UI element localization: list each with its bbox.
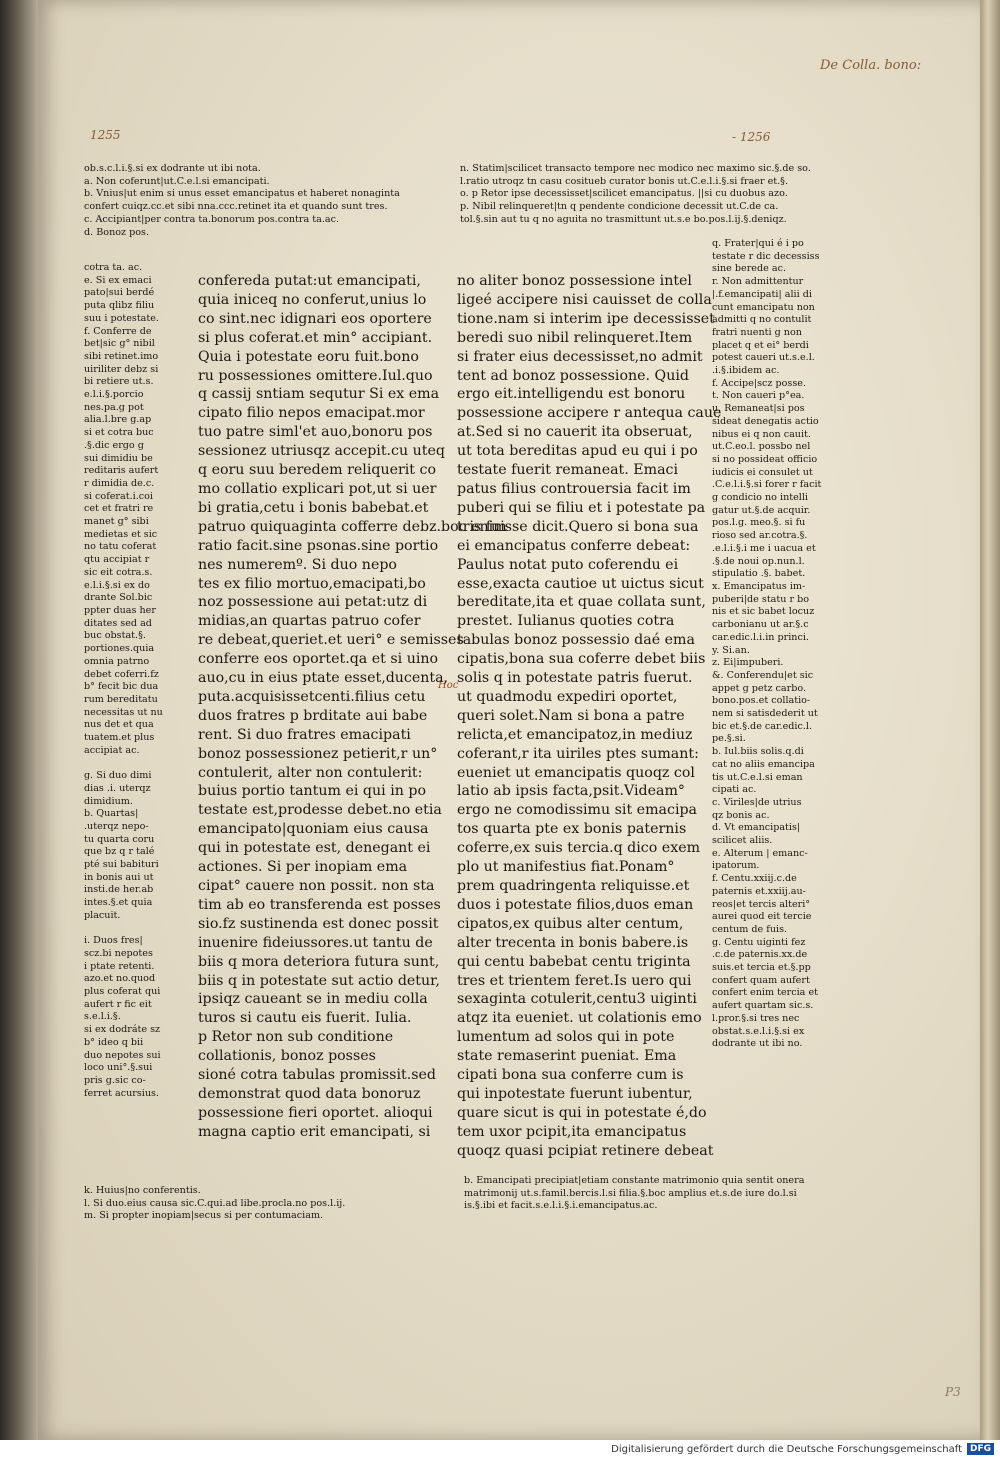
text-left-line: sio.fz sustinenda est donec possit bbox=[198, 915, 439, 932]
gloss-top-left-line: c. Accipiant|per contra ta.bonorum pos.contra ta.ac. bbox=[84, 213, 340, 225]
running-head: De Colla. bono: bbox=[820, 58, 922, 73]
gloss-right-line: sideat denegatis actio bbox=[712, 415, 819, 427]
gloss-left-line: que bz q r talé bbox=[84, 846, 155, 858]
gloss-right-line: aufert quartam sic.s. bbox=[712, 1000, 814, 1012]
gloss-top-right-line: o. p Retor ipse decessisset|scilicet emancipatus. ||si cu duobus azo. bbox=[460, 188, 788, 200]
text-left-line: contulerit, alter non contulerit: bbox=[198, 764, 423, 781]
gloss-left-margin bbox=[84, 262, 184, 1100]
gloss-left-line: b° fecit bic dua bbox=[84, 681, 159, 693]
gloss-right-line: |.f.emancipati| alii di bbox=[712, 288, 812, 300]
gloss-left-line: tuatem.et plus bbox=[84, 732, 155, 744]
gloss-right-line: .e.l.i.§.i me i uacua et bbox=[712, 542, 816, 554]
text-right-line: possessione accipere r antequa caue bbox=[457, 405, 722, 422]
gloss-left-line: ferret acursius. bbox=[84, 1087, 159, 1099]
gloss-right-line: g. Centu uiginti fez bbox=[712, 936, 806, 948]
gloss-right-line: admitti q no contulit bbox=[712, 314, 812, 326]
gloss-right-line: cat no aliis emancipa bbox=[712, 758, 815, 770]
gloss-bottom-left bbox=[84, 1185, 484, 1223]
gloss-right-line: q. Frater|qui é i po bbox=[712, 238, 804, 249]
text-left-line: Quia i potestate eoru fuit.bono bbox=[198, 348, 419, 365]
gloss-left-line: necessitas ut nu bbox=[84, 706, 163, 718]
text-left-line: midias,an quartas patruo cofer bbox=[198, 613, 421, 630]
gloss-right-line: &. Conferendu|et sic bbox=[712, 669, 814, 681]
gloss-right-line: .c.de paternis.xx.de bbox=[712, 949, 808, 961]
gloss-left-line: omnia patrno bbox=[84, 655, 150, 667]
gloss-right-line: bono.pos.et collatio- bbox=[712, 695, 811, 707]
gloss-right-line: pe.§.si. bbox=[712, 733, 746, 745]
text-left-line: biis q in potestate sut actio detur, bbox=[198, 972, 440, 989]
text-left-line: ru possessiones omittere.Iul.quo bbox=[198, 367, 433, 384]
gloss-top-right-line: p. Nibil relinqueret|tn q pendente condicione decessit ut.C.de ca. bbox=[460, 201, 779, 213]
text-left-line: collationis, bonoz posses bbox=[198, 1048, 376, 1065]
text-right-line: tione.nam si interim ipe decessisset bbox=[457, 310, 715, 327]
text-left-line: q eoru suu beredem reliquerit co bbox=[198, 462, 437, 479]
gloss-left-line: insti.de her.ab bbox=[84, 884, 154, 896]
gloss-right-line: cipati ac. bbox=[712, 784, 757, 796]
text-right-line: tos quarta pte ex bonis paternis bbox=[457, 821, 687, 838]
text-right-line: tent ad bonoz possessione. Quid bbox=[457, 367, 689, 384]
gloss-right-line: u. Remaneat|si pos bbox=[712, 403, 805, 415]
text-right-line: ligeé accipere nisi cauisset de colla bbox=[457, 291, 712, 308]
text-right-line: testate fuerit remaneat. Emaci bbox=[457, 462, 679, 479]
text-right-line: cipati bona sua conferre cum is bbox=[457, 1067, 684, 1084]
gloss-right-line: scilicet aliis. bbox=[712, 835, 773, 847]
gloss-left-line: manet g° sibi bbox=[84, 516, 149, 528]
text-left-line: rent. Si duo fratres emacipati bbox=[198, 726, 411, 743]
gloss-left-line: e.l.i.§.si ex do bbox=[84, 579, 150, 591]
gloss-right-line: carbonianu ut ar.§.c bbox=[712, 619, 809, 631]
gloss-left-line: pato|sui berdé bbox=[84, 287, 155, 299]
text-left-line: confereda putat:ut emancipati, bbox=[198, 273, 421, 289]
gloss-left-line: s.e.l.i.§. bbox=[84, 1011, 121, 1023]
text-right-line: ei emancipatus conferre debeat: bbox=[457, 537, 691, 554]
gloss-right-line: bic et.§.de car.edic.l. bbox=[712, 720, 813, 732]
gloss-left-line: g. Si duo dimi bbox=[84, 770, 152, 782]
gloss-right-line: si no possideat officio bbox=[712, 453, 818, 465]
gloss-left-line: si ex dodráte sz bbox=[84, 1024, 161, 1036]
gloss-left-line: ppter duas her bbox=[84, 604, 156, 616]
text-right-line: at.Sed si no cauerit ita obseruat, bbox=[457, 424, 693, 441]
text-left-line: turos si cautu eis fuerit. Iulia. bbox=[198, 1010, 412, 1027]
text-left-line: inuenire fideiussores.ut tantu de bbox=[198, 934, 433, 951]
text-right-line: tem uxor pcipit,ita emancipatus bbox=[457, 1123, 687, 1140]
gloss-top-right-line: n. Statim|scilicet transacto tempore nec modico nec maximo sic.§.de so. bbox=[460, 163, 811, 174]
gloss-right-line: l.pror.§.si tres nec bbox=[712, 1012, 800, 1024]
text-right-line: plo ut manifestius fiat.Ponam° bbox=[457, 859, 675, 876]
text-left-line: cipat° cauere non possit. non sta bbox=[198, 878, 435, 894]
gloss-right-line: ipatorum. bbox=[712, 860, 760, 872]
gloss-right-line: nibus ei q non cauit. bbox=[712, 428, 811, 440]
text-left-line: actiones. Si per inopiam ema bbox=[198, 859, 408, 876]
text-right-line: si frater eius decessisset,no admit bbox=[457, 348, 703, 365]
text-right-line: atqz ita eueniet. ut colationis emo bbox=[457, 1010, 702, 1027]
gloss-right-line: .§.de noui op.nun.l. bbox=[712, 555, 805, 567]
text-left-line: demonstrat quod data bonoruz bbox=[198, 1085, 421, 1102]
gloss-left-line bbox=[84, 923, 184, 936]
text-right-line: queri solet.Nam si bona a patre bbox=[457, 707, 685, 724]
gloss-right-line: pos.l.g. meo.§. si fu bbox=[712, 517, 806, 529]
gloss-bottom-right-line: b. Emancipati precipiat|etiam constante matrimonio quia sentit onera bbox=[464, 1175, 805, 1186]
gloss-left-line: drante Sol.bic bbox=[84, 592, 153, 604]
gloss-bottom-right-line: matrimonij ut.s.famil.bercis.l.si filia.§.boc amplius et.s.de iure do.l.si bbox=[464, 1187, 797, 1199]
text-right-line: no aliter bonoz possessione intel bbox=[457, 273, 692, 289]
gloss-left-line: accipiat ac. bbox=[84, 744, 140, 756]
gloss-left-line: qtu accipiat r bbox=[84, 554, 150, 566]
gloss-right-line: aurei quod eit tercie bbox=[712, 911, 812, 923]
text-right-line: coferant,r ita uiriles ptes sumant: bbox=[457, 745, 699, 762]
gloss-left-line: medietas et sic bbox=[84, 528, 158, 540]
text-left-line: bonoz possessionez petierit,r un° bbox=[198, 745, 438, 762]
marginal-note: Hoc bbox=[438, 680, 459, 691]
text-right-line: tris fuisse dicit.Quero si bona sua bbox=[457, 518, 699, 535]
text-right-line: state remaserint pueniat. Ema bbox=[457, 1048, 677, 1065]
text-right-line: eueniet ut emancipatis quoqz col bbox=[457, 764, 695, 781]
gloss-bottom-left-line: m. Si propter inopiam|secus si per contumaciam. bbox=[84, 1210, 324, 1222]
text-right-line: bereditate,ita et quae collata sunt, bbox=[457, 594, 706, 611]
gloss-top-left-line: confert cuiqz.cc.et sibi nna.ccc.retinet ita et quando sunt tres. bbox=[84, 201, 388, 213]
text-left-line: re debeat,queriet.et ueri° e semisses bbox=[198, 632, 464, 649]
text-right-line: prem quadringenta reliquisse.et bbox=[457, 878, 690, 894]
gloss-right-line: t. Non caueri p°ea. bbox=[712, 390, 805, 402]
text-right-line: patus filius controuersia facit im bbox=[457, 480, 691, 497]
gloss-left-line: cotra ta. ac. bbox=[84, 262, 143, 273]
text-right-line: alter trecenta in bonis babere.is bbox=[457, 934, 689, 951]
text-right-line: Paulus notat puto coferendu ei bbox=[457, 556, 679, 573]
text-left-line: noz possessione aui petat:utz di bbox=[198, 594, 428, 611]
gloss-right-line: gatur ut.§.de acquir. bbox=[712, 504, 811, 516]
text-left-line: co sint.nec idignari eos oportere bbox=[198, 310, 432, 327]
text-left-line: puta.acquisissetcenti.filius cetu bbox=[198, 688, 426, 705]
gloss-right-line: tis ut.C.e.l.si eman bbox=[712, 771, 803, 783]
text-right-line: qui centu babebat centu triginta bbox=[457, 953, 691, 970]
gloss-right-line: e. Alterum | emanc- bbox=[712, 847, 808, 859]
gloss-left-line: dimidium. bbox=[84, 795, 133, 807]
text-right-line: puberi qui se filiu et i potestate pa bbox=[457, 499, 706, 516]
gloss-right-line: testate r dic decessiss bbox=[712, 250, 820, 262]
text-left-line: cipato filio nepos emacipat.mor bbox=[198, 405, 425, 422]
text-right-line: duos i potestate filios,duos eman bbox=[457, 896, 694, 913]
main-text-right-column bbox=[457, 272, 722, 1161]
text-left-line: tuo patre siml'et auo,bonoru pos bbox=[198, 424, 433, 441]
gloss-left-line: aufert r fic eit bbox=[84, 998, 152, 1010]
gloss-right-line: c. Viriles|de utrius bbox=[712, 796, 802, 808]
gloss-top-left-line: d. Bonoz pos. bbox=[84, 226, 150, 238]
gloss-top-left-line: ob.s.c.l.i.§.si ex dodrante ut ibi nota. bbox=[84, 163, 261, 174]
text-left-line: auo,cu in eius ptate esset,ducenta, bbox=[198, 670, 449, 687]
gloss-right-line: qz bonis ac. bbox=[712, 809, 770, 821]
text-left-line: duos fratres p brditate aui babe bbox=[198, 707, 428, 724]
gloss-left-line: bi retiere ut.s. bbox=[84, 376, 154, 388]
gloss-left-line: intes.§.et quia bbox=[84, 897, 153, 909]
gloss-right-line: paternis et.xxiij.au- bbox=[712, 885, 806, 897]
gloss-right-line: confert quam aufert bbox=[712, 974, 810, 986]
gloss-right-line: .C.e.l.i.§.si forer r facit bbox=[712, 479, 822, 491]
gloss-left-line: scz.bi nepotes bbox=[84, 947, 153, 959]
gloss-left-line: i ptate retenti. bbox=[84, 960, 155, 972]
gloss-right-line: dodrante ut ibi no. bbox=[712, 1038, 803, 1050]
text-left-line: conferre eos oportet.qa et si uino bbox=[198, 651, 439, 668]
text-right-line: quoqz quasi pcipiat retinere debeat bbox=[457, 1142, 714, 1159]
gloss-left-line: rum bereditatu bbox=[84, 693, 158, 705]
gloss-right-line: nem si satisdederit ut bbox=[712, 708, 818, 720]
gloss-right-line: nis et sic babet locuz bbox=[712, 606, 815, 618]
text-right-line: ergo eit.intelligendu est bonoru bbox=[457, 386, 686, 403]
gloss-top-left-line: a. Non coferunt|ut.C.e.l.si emancipati. bbox=[84, 175, 270, 187]
gloss-bottom-left-line: k. Huius|no conferentis. bbox=[84, 1185, 201, 1196]
text-left-line: magna captio erit emancipati, si bbox=[198, 1123, 431, 1140]
gloss-right-line: potest caueri ut.s.e.l. bbox=[712, 352, 815, 364]
text-left-line: qui in potestate est, denegant ei bbox=[198, 840, 431, 857]
gloss-top-left-line: b. Vnius|ut enim si unus esset emancipatus et haberet nonaginta bbox=[84, 188, 400, 200]
gloss-left-line: pris g.sic co- bbox=[84, 1075, 146, 1086]
text-right-line: latio ab ipsis facta,psit.Videam° bbox=[457, 783, 686, 800]
folio-number-left: 1255 bbox=[90, 128, 121, 142]
gloss-left-line: duo nepotes sui bbox=[84, 1049, 161, 1061]
gloss-right-margin bbox=[712, 238, 840, 1051]
gloss-left-line: si coferat.i.coi bbox=[84, 490, 153, 502]
gloss-bottom-left-line: l. Si duo.eius causa sic.C.qui.ad libe.procla.no pos.l.ij. bbox=[84, 1197, 346, 1209]
text-right-line: quare sicut is qui in potestate é,do bbox=[457, 1104, 707, 1121]
footer-credit: Digitalisierung gefördert durch die Deutsche Forschungsgemeinschaft bbox=[611, 1444, 962, 1455]
gloss-right-line: rioso sed ar.cotra.§. bbox=[712, 530, 808, 542]
text-left-line: q cassij sntiam sequtur Si ex ema bbox=[198, 386, 440, 403]
text-left-line: p Retor non sub conditione bbox=[198, 1029, 394, 1046]
gloss-right-line: fratri nuenti g non bbox=[712, 326, 802, 338]
gloss-right-line: suis.et tercia et.§.pp bbox=[712, 962, 811, 974]
text-right-line: sexaginta cotulerit,centu3 uiginti bbox=[457, 991, 697, 1008]
text-right-line: cipatis,bona sua coferre debet biis bbox=[457, 651, 706, 668]
gloss-left-line: suu i potestate. bbox=[84, 312, 159, 324]
gloss-left-line: e.l.i.§.porcio bbox=[84, 389, 144, 401]
gloss-left-line: .§.dic ergo g bbox=[84, 439, 144, 451]
text-left-line: possessione fieri oportet. alioqui bbox=[198, 1104, 433, 1121]
text-right-line: tabulas bonoz possessio daé ema bbox=[457, 632, 695, 649]
text-right-line: lumentum ad solos qui in pote bbox=[457, 1029, 675, 1046]
text-right-line: ergo ne comodissimu sit emacipa bbox=[457, 802, 698, 819]
gloss-left-line: dias .i. uterqz bbox=[84, 782, 151, 794]
folio-number-right: - 1256 bbox=[732, 130, 771, 144]
gloss-left-line: i. Duos fres| bbox=[84, 935, 143, 947]
gloss-left-line: alia.l.bre g.ap bbox=[84, 414, 152, 426]
gloss-left-line: tu quarta coru bbox=[84, 833, 155, 845]
text-left-line: buius portio tantum ei qui in po bbox=[198, 783, 426, 800]
gloss-right-line: placet q et ei° berdi bbox=[712, 339, 809, 351]
gloss-right-line: f. Accipe|scz posse. bbox=[712, 377, 806, 389]
gloss-top-right-line: tol.§.sin aut tu q no aguita no trasmittunt ut.s.e bo.pos.l.ij.§.deniqz. bbox=[460, 213, 787, 225]
text-left-line: patruo quiquaginta cofferre debz.boc enim bbox=[198, 518, 507, 535]
gloss-right-line: r. Non admittentur bbox=[712, 276, 804, 288]
gloss-left-line: cet et fratri re bbox=[84, 503, 154, 515]
gloss-left-line: f. Conferre de bbox=[84, 325, 152, 337]
gloss-left-line: placuit. bbox=[84, 909, 121, 921]
text-right-line: qui inpotestate fuerunt iubentur, bbox=[457, 1085, 693, 1102]
gloss-right-line: y. Si.an. bbox=[712, 644, 750, 656]
text-right-line: cipatos,ex quibus alter centum, bbox=[457, 915, 684, 932]
dfg-logo[interactable]: DFG bbox=[967, 1443, 994, 1455]
page-right-edge bbox=[980, 0, 1000, 1440]
text-right-line: ut tota bereditas apud eu qui i po bbox=[457, 443, 698, 460]
text-left-line: ipsiqz caueant se in mediu colla bbox=[198, 991, 428, 1008]
folio-mark-bottom: P3 bbox=[945, 1385, 961, 1399]
gloss-left-line: puta qlibz filiu bbox=[84, 300, 155, 312]
gloss-left-line: azo.et no.quod bbox=[84, 973, 156, 985]
gloss-right-line: confert enim tercia et bbox=[712, 987, 818, 999]
text-left-line: sioné cotra tabulas promissit.sed bbox=[198, 1067, 436, 1084]
gloss-right-line: b. Iul.biis solis.q.di bbox=[712, 746, 804, 758]
gloss-top-right-line: l.ratio utroqz tn casu cositueb curator bonis ut.C.e.l.i.§.si fraer et.§. bbox=[460, 175, 789, 187]
text-left-line: tim ab eo transferenda est posses bbox=[198, 896, 441, 913]
gloss-left-line: debet coferri.fz bbox=[84, 668, 159, 680]
text-left-line: emancipato|quoniam eius causa bbox=[198, 821, 429, 838]
gloss-left-line: sibi retinet.imo bbox=[84, 350, 159, 362]
gloss-left-line bbox=[84, 757, 184, 770]
text-left-line: sessionez utriusqz accepit.cu uteq bbox=[198, 443, 445, 460]
text-left-line: si plus coferat.et min° accipiant. bbox=[198, 329, 433, 346]
gloss-left-line: b. Quartas| bbox=[84, 808, 139, 820]
text-right-line: relicta,et emancipatoz,in mediuz bbox=[457, 726, 693, 743]
gloss-right-line: appet g petz carbo. bbox=[712, 682, 807, 694]
gloss-left-line: buc obstat.§. bbox=[84, 630, 146, 642]
gloss-right-line: centum de fuis. bbox=[712, 923, 788, 935]
gloss-bottom-right bbox=[464, 1175, 864, 1213]
gloss-left-line: loco uni°.§.sui bbox=[84, 1062, 153, 1074]
text-left-line: quia iniceq no conferut,unius lo bbox=[198, 291, 427, 308]
gloss-left-line: plus coferat qui bbox=[84, 986, 161, 998]
text-right-line: beredi suo nibil relinqueret.Item bbox=[457, 329, 693, 346]
gloss-left-line: no tatu coferat bbox=[84, 541, 157, 553]
gloss-left-line: b° ideo q bii bbox=[84, 1036, 144, 1048]
gloss-right-line: d. Vt emancipatis| bbox=[712, 822, 801, 834]
gloss-left-line: ditates sed ad bbox=[84, 617, 152, 629]
text-left-line: ratio facit.sine psonas.sine portio bbox=[198, 537, 439, 554]
text-left-line: bi gratia,cetu i bonis babebat.et bbox=[198, 499, 429, 516]
gloss-left-line: nus det et qua bbox=[84, 719, 154, 731]
text-right-line: tres et trientem feret.Is uero qui bbox=[457, 972, 692, 989]
gloss-right-line: g condicio no intelli bbox=[712, 492, 808, 504]
gloss-left-line: pté sui babituri bbox=[84, 859, 159, 871]
gloss-left-line: r dimidia de.c. bbox=[84, 477, 155, 489]
gloss-left-line: nes.pa.g pot bbox=[84, 401, 144, 413]
text-left-line: tes ex filio mortuo,emacipati,bo bbox=[198, 575, 426, 592]
gloss-right-line: z. Ei|impuberi. bbox=[712, 657, 784, 669]
text-left-line: nes numeremº. Si duo nepo bbox=[198, 556, 397, 573]
gloss-right-line: reos|et tercis alteri° bbox=[712, 898, 811, 910]
gloss-right-line: iudicis ei consulet ut bbox=[712, 466, 813, 478]
gloss-left-line: uiriliter debz si bbox=[84, 363, 159, 375]
text-left-line: testate est,prodesse debet.no etia bbox=[198, 802, 442, 819]
gloss-right-line: puberi|de statu r bo bbox=[712, 593, 810, 605]
gloss-left-line: sic eit cotra.s. bbox=[84, 566, 153, 578]
gloss-top-left bbox=[84, 163, 424, 239]
text-right-line: prestet. Iulianus quoties cotra bbox=[457, 613, 675, 630]
gloss-right-line: cunt emancipatu non bbox=[712, 301, 815, 313]
text-right-line: ut quadmodu expediri oportet, bbox=[457, 688, 678, 705]
text-right-line: solis q in potestate patris fuerut. bbox=[457, 670, 693, 687]
gloss-left-line: in bonis aui ut bbox=[84, 871, 154, 883]
gloss-right-line: ut.C.eo.l. possbo nel bbox=[712, 441, 811, 453]
gloss-top-right bbox=[460, 163, 840, 227]
gloss-left-line: bet|sic g° nibil bbox=[84, 338, 155, 350]
gloss-left-line: sui dimidiu be bbox=[84, 452, 153, 464]
gloss-right-line: obstat.s.e.l.i.§.si ex bbox=[712, 1025, 805, 1037]
text-left-line: mo collatio explicari pot,ut si uer bbox=[198, 480, 437, 497]
gloss-left-line: e. Si ex emaci bbox=[84, 274, 152, 286]
gloss-left-line: si et cotra buc bbox=[84, 427, 154, 439]
gloss-right-line: car.edic.l.i.in princi. bbox=[712, 631, 809, 643]
gloss-bottom-right-line: is.§.ibi et facit.s.e.l.i.§.i.emancipatus.ac. bbox=[464, 1200, 658, 1212]
gloss-left-line: reditaris aufert bbox=[84, 465, 159, 477]
gloss-left-line: portiones.quia bbox=[84, 643, 155, 655]
gloss-right-line: .i.§.ibidem ac. bbox=[712, 365, 780, 377]
gloss-right-line: f. Centu.xxiij.c.de bbox=[712, 873, 797, 885]
text-right-line: esse,exacta cautioe ut uictus sicut bbox=[457, 575, 704, 592]
gloss-right-line: stipulatio .§. babet. bbox=[712, 568, 806, 580]
digitization-footer bbox=[0, 1440, 1000, 1459]
gloss-left-line: .uterqz nepo- bbox=[84, 820, 149, 832]
text-right-line: coferre,ex suis tercia.q dico exem bbox=[457, 840, 701, 857]
gloss-right-line: sine berede ac. bbox=[712, 263, 786, 275]
gloss-right-line: x. Emancipatus im- bbox=[712, 580, 806, 592]
text-left-line: biis q mora deteriora futura sunt, bbox=[198, 953, 440, 970]
